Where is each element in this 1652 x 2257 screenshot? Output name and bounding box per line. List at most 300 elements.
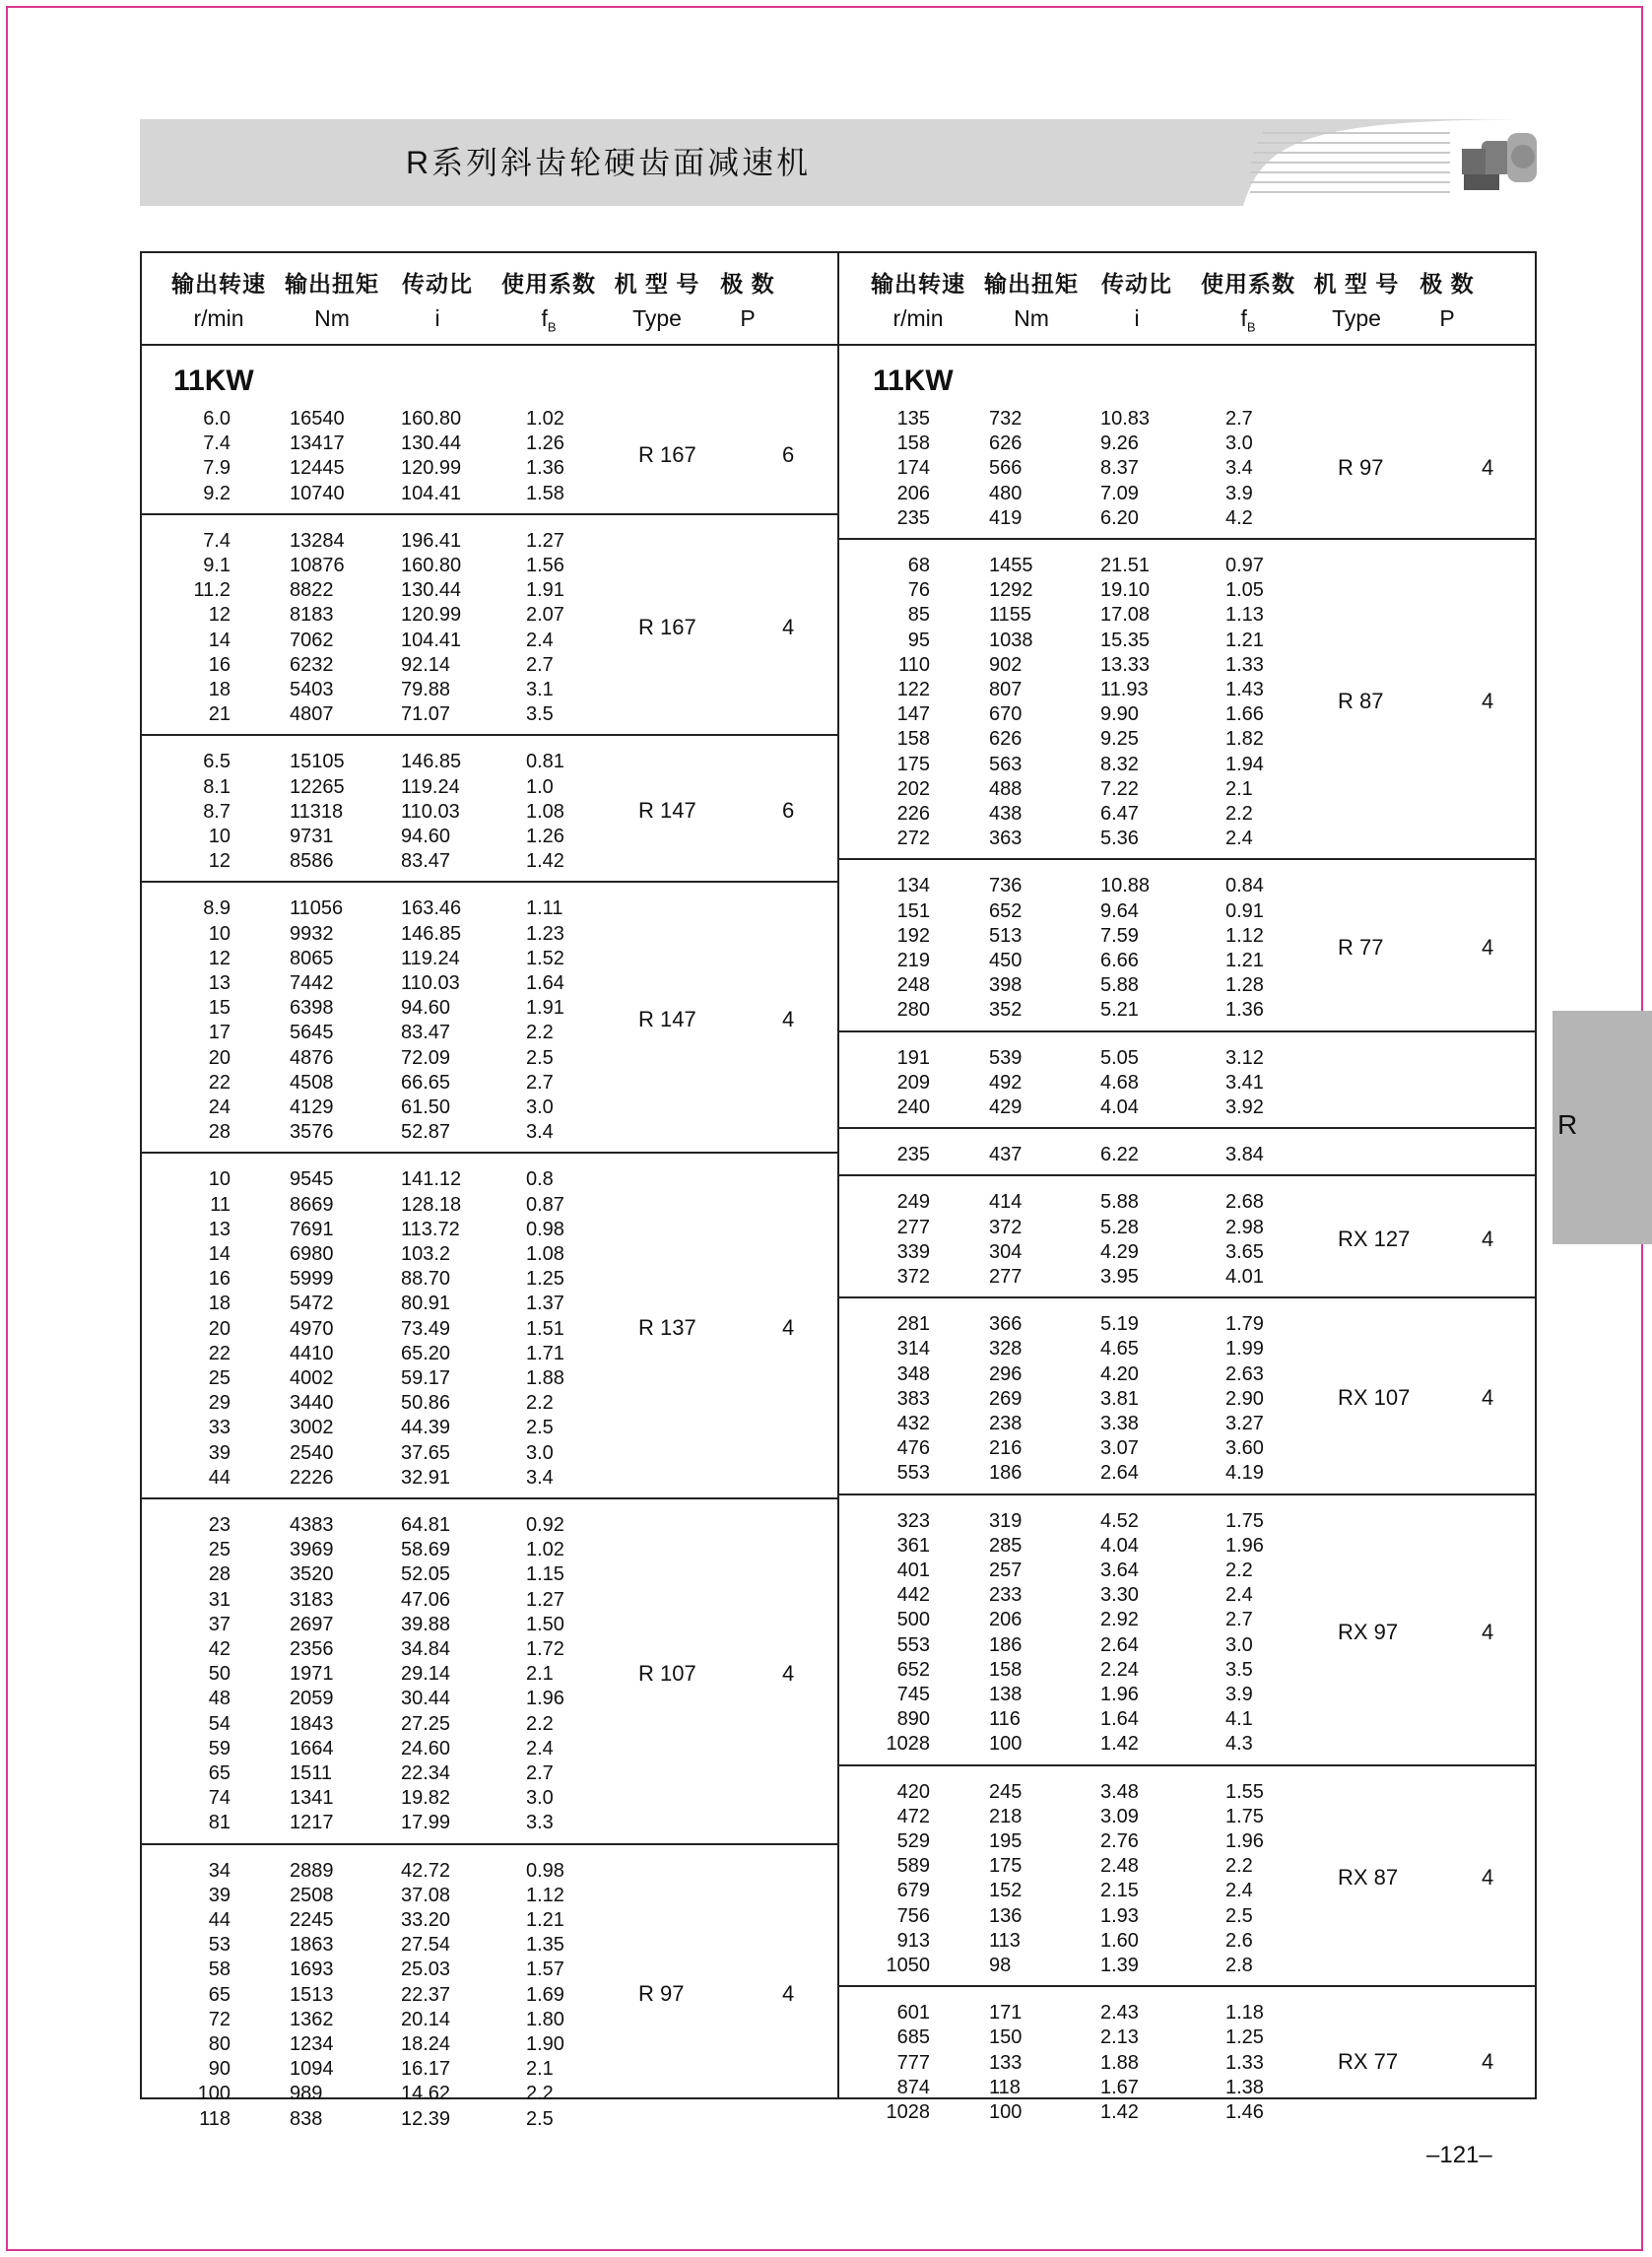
ratio-cell: 30.44 [401,1688,451,1710]
fb-cell: 3.65 [1225,1240,1264,1263]
torque-cell: 838 [290,2107,323,2130]
torque-cell: 1455 [989,555,1033,576]
speed-cell: 372 [896,1266,930,1288]
ratio-cell: 9.25 [1100,728,1139,751]
header-cn-left-4: 机 型 号 [614,271,700,297]
group-divider [140,881,839,883]
title-banner [140,119,1539,206]
table-row [140,1859,839,1884]
group-divider [140,734,839,736]
fb-cell: 1.90 [526,2033,564,2055]
speed-cell: 59 [208,1737,231,1759]
torque-cell: 9932 [290,922,334,945]
header-cn-right-0: 输出转速 [871,271,965,297]
table-row [140,971,839,996]
torque-cell: 186 [989,1633,1023,1656]
ratio-cell: 33.20 [401,1909,451,1931]
torque-cell: 245 [989,1780,1023,1803]
speed-cell: 74 [208,1787,231,1810]
ratio-cell: 64.81 [401,1514,451,1536]
fb-cell: 1.13 [1225,604,1264,627]
speed-cell: 913 [896,1929,930,1952]
ratio-cell: 5.05 [1100,1046,1139,1069]
torque-cell: 1038 [989,629,1033,651]
header-cn-left-2: 传动比 [402,271,473,297]
speed-cell: 85 [907,604,930,627]
torque-cell: 437 [989,1144,1023,1166]
fb-cell: 1.26 [526,826,564,847]
speed-cell: 44 [208,1909,231,1931]
torque-cell: 138 [989,1684,1023,1705]
header-en-right-4 [1297,305,1416,332]
header-en-text: f [1240,305,1247,331]
header-fb-subscript: B [1246,319,1256,335]
ratio-cell: 14.62 [401,2083,451,2105]
fb-cell: 1.91 [526,579,564,602]
table-row [839,1732,1537,1757]
table-row [140,431,839,456]
fb-cell: 2.4 [526,1737,554,1759]
type-cell: R 97 [1338,455,1384,480]
ratio-cell: 11.93 [1100,679,1149,700]
speed-cell: 652 [896,1658,930,1681]
speed-cell: 17 [208,1022,231,1044]
speed-cell: 1028 [886,1733,930,1756]
fb-cell: 2.7 [1225,408,1253,430]
section-side-tab [1553,1011,1652,1244]
torque-cell: 1863 [290,1934,334,1957]
table-row [140,1662,839,1687]
table-row [140,702,839,727]
ratio-cell: 9.64 [1100,899,1139,922]
torque-cell: 1513 [290,1983,334,2006]
header-en-left-4 [598,305,716,332]
torque-cell: 10876 [290,555,345,576]
torque-cell: 5472 [290,1293,334,1315]
torque-cell: 2508 [290,1884,334,1906]
torque-cell: 6980 [290,1243,334,1265]
fb-cell: 2.6 [1225,1929,1253,1952]
fb-cell: 2.7 [526,653,554,676]
header-en-right-5 [1413,305,1482,332]
table-row [140,1513,839,1538]
speed-cell: 226 [896,803,930,825]
speed-cell: 90 [208,2058,231,2081]
table-row [839,1143,1537,1167]
speed-cell: 110 [898,653,930,676]
table-row [839,1829,1537,1854]
torque-cell: 989 [290,2083,323,2105]
torque-cell: 563 [989,753,1023,775]
fb-cell: 2.2 [1225,1855,1253,1878]
ratio-cell: 119.24 [401,947,460,969]
ratio-cell: 19.10 [1100,579,1151,602]
speed-cell: 235 [896,1144,930,1166]
header-en-text: r/min [193,305,244,331]
table-row [839,1805,1537,1829]
ratio-cell: 12.39 [401,2107,451,2130]
torque-cell: 1664 [290,1737,334,1759]
speed-cell: 679 [896,1880,930,1902]
fb-cell: 2.90 [1225,1387,1264,1410]
speed-cell: 174 [896,457,930,480]
header-en-text: Nm [314,305,350,331]
ratio-cell: 104.41 [401,629,462,651]
speed-cell: 240 [896,1096,930,1118]
ratio-cell: 163.46 [401,897,462,920]
fb-cell: 1.88 [526,1367,564,1389]
type-cell: R 147 [638,1007,696,1032]
fb-cell: 1.75 [1225,1509,1264,1532]
ratio-cell: 4.52 [1100,1509,1139,1532]
torque-cell: 2889 [290,1859,334,1882]
fb-cell: 4.3 [1225,1733,1253,1756]
fb-cell: 1.36 [526,457,564,480]
header-en-right-2 [1088,305,1186,332]
fb-cell: 0.98 [526,1218,564,1240]
ratio-cell: 50.86 [401,1392,451,1415]
speed-cell: 348 [896,1362,930,1385]
table-row [839,2051,1537,2076]
fb-cell: 3.4 [526,1466,554,1489]
ratio-cell: 2.92 [1100,1609,1139,1631]
table-row [140,407,839,431]
fb-cell: 2.5 [1225,1904,1253,1927]
fb-cell: 2.1 [526,2058,554,2081]
table-row [839,777,1537,802]
ratio-cell: 39.88 [401,1613,451,1635]
ratio-cell: 10.88 [1100,875,1151,897]
table-row [839,949,1537,973]
torque-cell: 12265 [290,775,345,798]
fb-cell: 1.08 [526,800,564,823]
fb-cell: 2.7 [526,1762,554,1784]
ratio-cell: 1.67 [1100,2076,1139,2098]
fb-cell: 3.0 [526,1441,554,1464]
type-cell: RX 97 [1338,1619,1399,1644]
speed-cell: 53 [208,1934,231,1957]
table-row [140,947,839,971]
speed-cell: 10 [208,1168,231,1191]
torque-cell: 4002 [290,1367,334,1389]
torque-cell: 206 [989,1609,1023,1631]
torque-cell: 158 [989,1658,1023,1681]
table-row [140,1908,839,1933]
torque-cell: 670 [989,703,1023,726]
section-tab-label: R [1557,1109,1578,1140]
speed-cell: 158 [896,728,930,751]
type-cell: RX 87 [1338,1865,1399,1891]
table-row [140,1884,839,1908]
table-row [839,407,1537,431]
fb-cell: 3.92 [1225,1096,1264,1118]
fb-cell: 3.5 [526,703,554,726]
table-row [839,1436,1537,1461]
table-row [140,482,839,506]
table-row [140,1983,839,2008]
ratio-cell: 1.96 [1100,1684,1139,1705]
fb-cell: 1.80 [526,2008,564,2030]
table-row [839,1216,1537,1240]
table-row [140,1021,839,1045]
speed-cell: 65 [208,1762,231,1784]
ratio-cell: 10.83 [1100,408,1151,430]
torque-cell: 3183 [290,1588,334,1611]
fb-cell: 2.5 [526,2107,554,2130]
ratio-cell: 2.48 [1100,1855,1139,1878]
speed-cell: 192 [896,924,930,947]
table-row [839,482,1537,506]
torque-cell: 4807 [290,703,334,726]
header-en-text: P [740,305,756,331]
group-divider [140,1497,839,1499]
speed-cell: 472 [896,1805,930,1827]
fb-cell: 1.25 [526,1268,564,1291]
fb-cell: 0.92 [526,1514,564,1536]
header-en-text: i [434,305,440,331]
table-row [839,1240,1537,1265]
torque-cell: 1094 [290,2058,334,2081]
ratio-cell: 5.88 [1100,974,1139,997]
speed-cell: 235 [896,506,930,529]
speed-cell: 58 [208,1958,231,1981]
speed-cell: 8.7 [203,800,231,823]
ratio-cell: 146.85 [401,922,462,945]
pole-cell: 4 [1482,1619,1494,1644]
ratio-cell: 9.26 [1100,432,1139,455]
fb-cell: 3.27 [1225,1413,1264,1434]
fb-cell: 1.75 [1225,1805,1264,1827]
speed-cell: 7.4 [203,529,231,552]
table-row [839,727,1537,752]
speed-cell: 777 [896,2051,930,2074]
pole-cell: 4 [1482,2049,1494,2075]
table-row [140,1687,839,1711]
pole-cell: 4 [1482,455,1494,480]
torque-cell: 6232 [290,653,334,676]
fb-cell: 2.8 [1225,1955,1253,1976]
table-row [140,1786,839,1811]
table-row [140,1416,839,1440]
torque-cell: 319 [989,1509,1023,1532]
group-divider [839,1764,1537,1766]
ratio-cell: 52.05 [401,1563,451,1586]
table-row [140,1811,839,1835]
torque-cell: 5999 [290,1268,334,1291]
fb-cell: 1.55 [1225,1780,1264,1803]
speed-cell: 1028 [886,2101,930,2123]
speed-cell: 277 [896,1216,930,1238]
table-row [140,800,839,825]
ratio-cell: 8.32 [1100,753,1139,775]
fb-cell: 1.25 [1225,2026,1264,2049]
fb-cell: 3.41 [1225,1071,1264,1094]
fb-cell: 3.9 [1225,1684,1253,1705]
ratio-cell: 58.69 [401,1539,451,1561]
fb-cell: 1.27 [526,1588,564,1611]
torque-cell: 1511 [290,1762,333,1784]
torque-cell: 419 [989,506,1023,529]
table-row [839,1046,1537,1071]
speed-cell: 13 [208,972,231,994]
table-row [140,653,839,678]
torque-cell: 4876 [290,1046,334,1069]
speed-cell: 33 [208,1417,231,1439]
ratio-cell: 141.12 [401,1168,462,1191]
fb-cell: 1.52 [526,947,564,969]
speed-cell: 553 [896,1633,930,1656]
speed-cell: 72 [208,2008,231,2030]
speed-cell: 601 [896,2002,930,2025]
header-cn-left-5: 极 数 [720,271,775,297]
table-row [839,1190,1537,1215]
ratio-cell: 6.47 [1100,803,1139,825]
speed-cell: 42 [208,1638,231,1660]
type-cell: RX 127 [1338,1226,1411,1251]
speed-cell: 281 [896,1313,930,1336]
page-title: R系列斜齿轮硬齿面减速机 [406,145,812,180]
header-en-text: r/min [892,305,944,331]
torque-cell: 1693 [290,1958,334,1981]
type-cell: R 167 [638,442,696,468]
table-row [839,1954,1537,1978]
table-row [839,753,1537,777]
ratio-cell: 130.44 [401,432,462,455]
speed-cell: 890 [896,1708,930,1731]
fb-cell: 4.2 [1225,506,1253,529]
table-row [140,922,839,947]
ratio-cell: 3.07 [1100,1437,1139,1460]
torque-cell: 4410 [290,1342,334,1364]
fb-cell: 1.28 [1225,974,1264,997]
ratio-cell: 1.88 [1100,2051,1139,2074]
fb-cell: 2.2 [526,1022,554,1044]
table-row [839,1559,1537,1583]
fb-cell: 4.1 [1225,1708,1253,1731]
torque-cell: 2059 [290,1688,334,1710]
section-power-label-left: 11KW [173,365,254,397]
torque-cell: 304 [989,1240,1023,1263]
header-en-left-1 [273,305,391,332]
speed-cell: 37 [208,1613,231,1635]
fb-cell: 1.38 [1225,2076,1264,2098]
ratio-cell: 20.14 [401,2008,451,2030]
table-row [839,973,1537,998]
torque-cell: 152 [989,1880,1023,1902]
fb-cell: 3.5 [1225,1658,1253,1681]
torque-cell: 513 [989,924,1023,947]
pole-cell: 6 [782,798,795,824]
speed-cell: 685 [896,2026,930,2049]
torque-cell: 195 [989,1830,1023,1852]
speed-cell: 13 [208,1218,231,1240]
fb-cell: 1.57 [526,1958,564,1981]
table-row [140,1588,839,1613]
fb-cell: 1.21 [1225,629,1264,651]
ratio-cell: 2.13 [1100,2026,1139,2049]
fb-cell: 3.0 [1225,432,1253,455]
header-cn-right-5: 极 数 [1420,271,1475,297]
fb-cell: 1.35 [526,1934,564,1957]
table-row [839,1362,1537,1387]
fb-cell: 1.99 [1225,1338,1264,1361]
table-row [839,1633,1537,1658]
torque-cell: 136 [989,1904,1023,1927]
table-row [839,899,1537,924]
table-row [140,1562,839,1587]
ratio-cell: 2.64 [1100,1633,1139,1656]
ratio-cell: 71.07 [401,703,451,726]
ratio-cell: 52.87 [401,1121,451,1144]
fb-cell: 1.12 [1225,924,1264,947]
torque-cell: 736 [989,875,1023,897]
ratio-cell: 9.90 [1100,703,1139,726]
table-row [839,1265,1537,1290]
torque-cell: 492 [989,1071,1023,1094]
speed-cell: 158 [896,432,930,455]
table-row [140,896,839,921]
torque-cell: 13417 [290,432,345,455]
fb-cell: 1.96 [1225,1830,1264,1852]
table-row [140,1095,839,1120]
ratio-cell: 94.60 [401,997,451,1020]
speed-cell: 339 [896,1240,930,1263]
torque-cell: 133 [989,2051,1023,2074]
ratio-cell: 4.04 [1100,1096,1139,1118]
table-row [140,1317,839,1342]
ratio-cell: 5.36 [1100,828,1139,850]
ratio-cell: 3.09 [1100,1805,1139,1827]
header-rule-right [839,344,1537,346]
speed-cell: 11 [210,1193,231,1216]
torque-cell: 116 [989,1708,1021,1731]
torque-cell: 6398 [290,997,334,1020]
table-row [839,702,1537,727]
header-en-right-1 [972,305,1090,332]
fb-cell: 3.0 [526,1787,554,1810]
table-row [140,849,839,874]
torque-cell: 5645 [290,1022,334,1044]
ratio-cell: 42.72 [401,1859,451,1882]
speed-cell: 206 [896,482,930,504]
torque-cell: 450 [989,950,1023,971]
fb-cell: 1.26 [526,432,564,455]
ratio-cell: 160.80 [401,408,462,430]
ratio-cell: 1.42 [1100,2101,1139,2123]
page-number: –121– [1426,2142,1492,2168]
fb-cell: 2.7 [1225,1609,1253,1631]
torque-cell: 1292 [989,579,1033,602]
ratio-cell: 7.22 [1100,777,1139,800]
table-row [839,1879,1537,1903]
torque-cell: 4970 [290,1317,334,1340]
ratio-cell: 130.44 [401,579,462,602]
table-row [140,1737,839,1761]
pole-cell: 4 [782,1981,795,2007]
table-row [140,2082,839,2106]
table-row [839,506,1537,531]
speed-cell: 1050 [886,1955,930,1976]
torque-cell: 3969 [290,1539,334,1561]
torque-cell: 186 [989,1462,1023,1485]
ratio-cell: 3.81 [1100,1387,1139,1410]
ratio-cell: 65.20 [401,1342,451,1364]
ratio-cell: 29.14 [401,1663,451,1686]
torque-cell: 296 [989,1362,1023,1385]
ratio-cell: 1.64 [1100,1708,1139,1731]
torque-cell: 429 [989,1096,1023,1118]
fb-cell: 0.87 [526,1193,564,1216]
